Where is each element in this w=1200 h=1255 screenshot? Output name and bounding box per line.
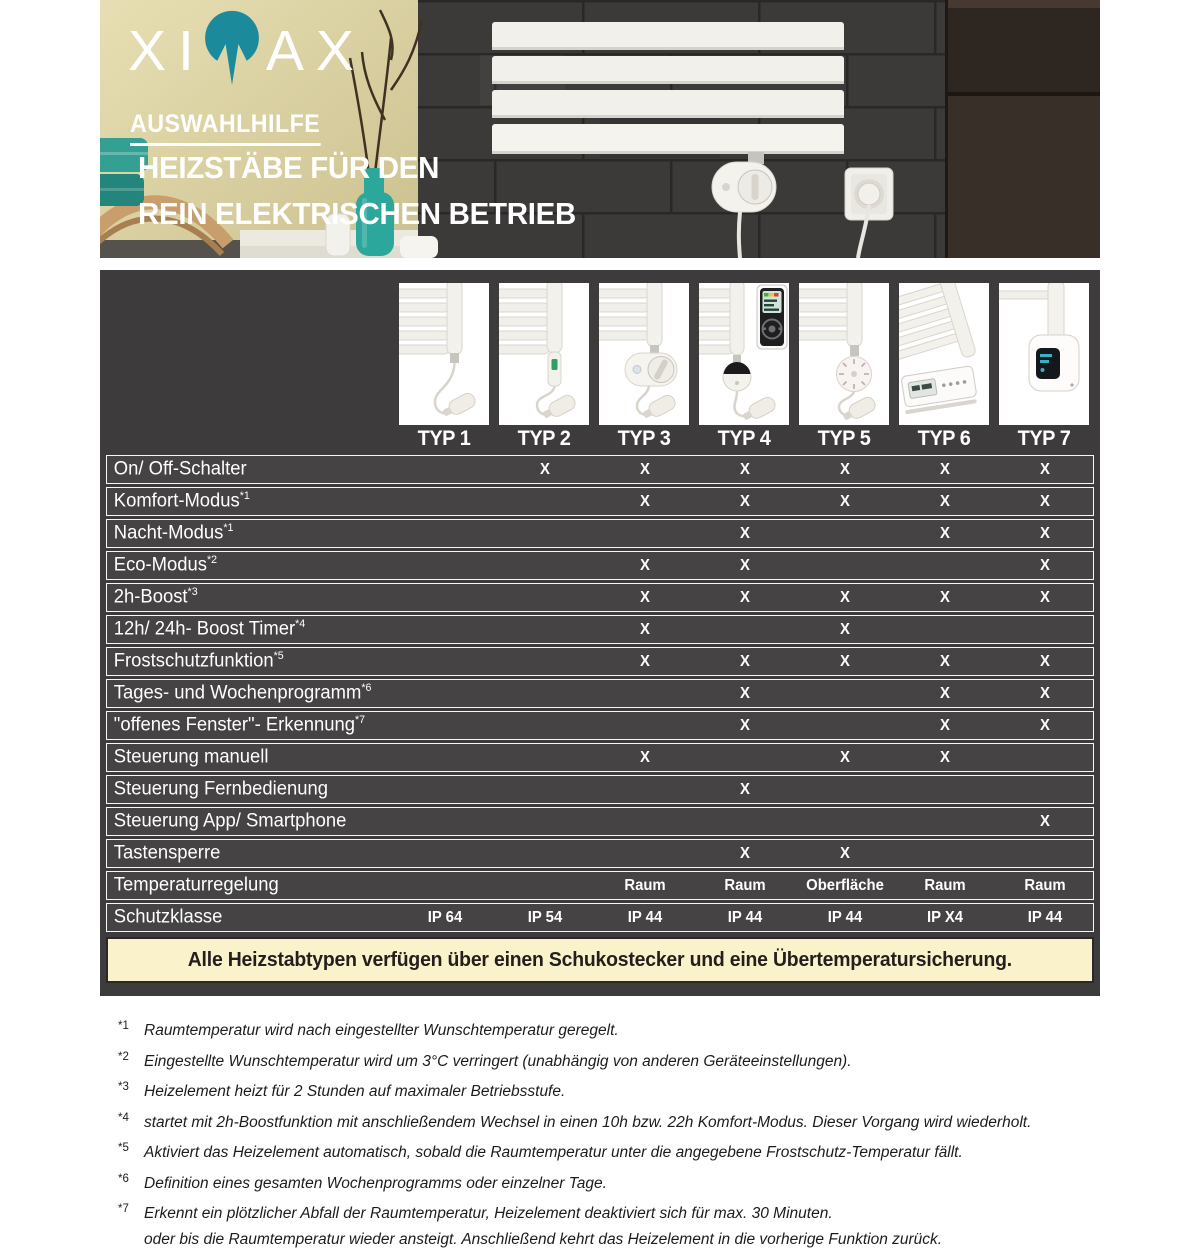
footnote-7: $^{*7}$ Erkennt ein plötzlicher Abfall der Raumtemperatur, Heizelement deaktiviert sich für max. 30 Minuten. <box>118 1203 833 1222</box>
note-text: Alle Heizstabtypen verfügen über einen Schukostecker und eine Übertemperatursicherung. <box>187 948 1013 971</box>
table-row: Nacht-Modus$^{*1}$ X X X <box>106 519 1094 548</box>
table-row: Tages- und Wochenprogramm$^{*6}$ X X X <box>106 679 1094 708</box>
table-row: Komfort-Modus$^{*1}$ X X X X X <box>106 487 1094 516</box>
table-row: Temperaturregelung Raum Raum Oberfläche Raum Raum <box>106 871 1094 900</box>
cabinet <box>945 0 1100 258</box>
footnote-5: $^{*5}$ Aktiviert das Heizelement automatisch, sobald die Raumtemperatur unter die angegebene Frostschutz-Temperatur fällt. <box>118 1142 963 1161</box>
hero-title-line1: HEIZSTÄBE FÜR DEN <box>138 150 440 185</box>
column-header-row <box>106 427 1094 451</box>
table-row: 2h-Boost$^{*3}$ X X X X X <box>106 583 1094 612</box>
table-row: Steuerung manuell X X X <box>106 743 1094 772</box>
hero-title-line2: REIN ELEKTRISCHEN BETRIEB <box>138 196 576 231</box>
hero-kicker: AUSWAHLHILFE <box>130 110 320 146</box>
typ-2-product-photo <box>499 283 589 425</box>
hero-banner <box>100 0 1100 258</box>
footnote-4: $^{*4}$ startet mit 2h-Boostfunktion mit anschließendem Wechsel in einen 10h bzw. 22h Komfort-Modus. Dieser Vorgang wird wiederholt. <box>118 1111 1032 1131</box>
footnote-3: $^{*3}$ Heizelement heizt für 2 Stunden auf maximaler Betriebsstufe. <box>118 1081 566 1100</box>
footnote-6: $^{*6}$ Definition eines gesamten Wochenprogramms oder einzelner Tage. <box>118 1172 607 1192</box>
note-banner <box>106 937 1094 983</box>
column-header-typ2: TYP 2 <box>517 427 571 450</box>
brochure-page <box>100 0 1100 1255</box>
table-row: Tastensperre X X <box>106 839 1094 868</box>
column-header-typ1: TYP 1 <box>417 427 471 450</box>
typ-4-product-photo <box>699 283 789 425</box>
table-row: Steuerung App/ Smartphone X <box>106 807 1094 836</box>
column-header-typ7: TYP 7 <box>1017 427 1071 450</box>
footnote-7-continued: oder bis die Raumtemperatur wieder ansteigt. Anschließend kehrt das Heizelement in die vorherige Funktion zurück. <box>144 1230 943 1248</box>
ximax-logo <box>128 8 366 94</box>
table-row: Frostschutzfunktion$^{*5}$ X X X X X <box>106 647 1094 676</box>
column-header-typ6: TYP 6 <box>917 427 971 450</box>
footnote-1: $^{*1}$ Raumtemperatur wird nach eingestellter Wunschtemperatur geregelt. <box>118 1020 619 1039</box>
table-row: On/ Off-Schalter X X X X X X <box>106 455 1094 484</box>
typ-5-product-photo <box>799 283 889 425</box>
table-row: Eco-Modus$^{*2}$ X X X <box>106 551 1094 580</box>
footnotes <box>118 1016 1100 1250</box>
typ-6-product-photo <box>899 283 989 425</box>
logo-text-ax: AX <box>265 18 366 83</box>
ximax-m-drop-icon <box>200 8 264 88</box>
product-image-row <box>106 283 1094 425</box>
table-row: Schutzklasse IP 64 IP 54 IP 44 IP 44 IP 44 IP X4 IP 44 <box>106 903 1094 932</box>
typ-3-product-photo <box>599 283 689 425</box>
table-row: 12h/ 24h- Boost Timer$^{*4}$ X X <box>106 615 1094 644</box>
column-header-typ4: TYP 4 <box>717 427 771 450</box>
table-row: "offenes Fenster"- Erkennung$^{*7}$ X X X <box>106 711 1094 740</box>
typ-7-product-photo <box>999 283 1089 425</box>
typ-1-product-photo <box>399 283 489 425</box>
logo-text-xi: XI <box>128 18 206 83</box>
column-header-typ5: TYP 5 <box>817 427 871 450</box>
column-header-typ3: TYP 3 <box>617 427 671 450</box>
comparison-table <box>100 270 1100 996</box>
table-row: Steuerung Fernbedienung X <box>106 775 1094 804</box>
footnote-2: $^{*2}$ Eingestellte Wunschtemperatur wird um 3°C verringert (unabhängig von anderen Geräteeinstellungen). <box>118 1050 852 1070</box>
